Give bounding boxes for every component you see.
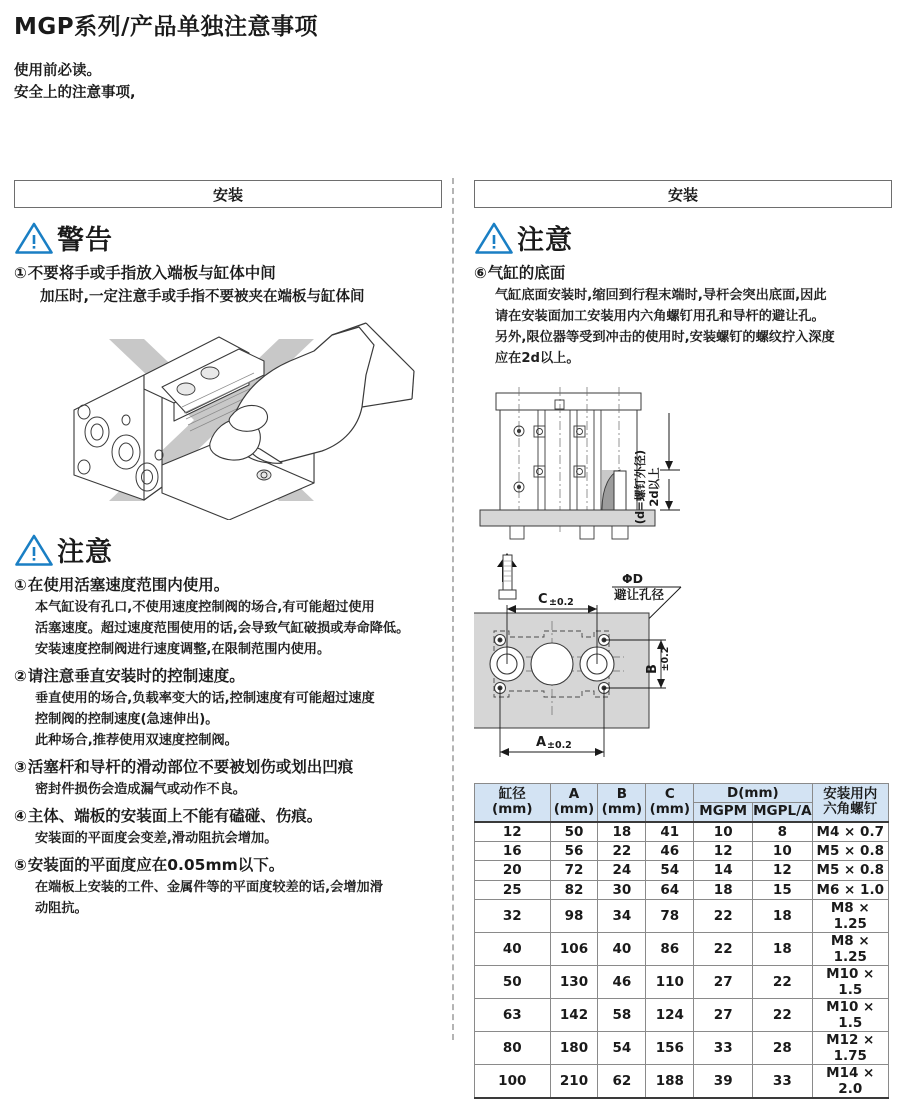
- cell-b: 54: [598, 1032, 646, 1065]
- cell-a: 98: [550, 900, 598, 933]
- cell-bore: 40: [475, 933, 551, 966]
- cell-d_mgpla: 15: [753, 880, 812, 900]
- header-bore: [475, 784, 551, 822]
- cell-screw: M8 × 1.25: [812, 900, 888, 933]
- cell-d_mgpm: 27: [694, 966, 753, 999]
- caution-item-5-main: [14, 853, 442, 877]
- cell-screw: M14 × 2.0: [812, 1065, 888, 1099]
- cell-a: 180: [550, 1032, 598, 1065]
- caution-item-6-title: 气缸的底面: [487, 264, 566, 282]
- table-body: [475, 822, 889, 1099]
- table-row: [475, 900, 889, 933]
- table-row: [475, 1065, 889, 1099]
- cell-b: 30: [598, 880, 646, 900]
- dim-a-label: A: [536, 735, 547, 750]
- cell-a: 130: [550, 966, 598, 999]
- caution-item-1-title: 在使用活塞速度范围内使用。: [27, 576, 230, 594]
- cell-b: 58: [598, 999, 646, 1032]
- caution-item-3-number: ③: [14, 758, 27, 776]
- caution-item-6-detail-line-3: 另外,限位器等受到冲击的使用时,安装螺钉的螺纹拧入深度: [495, 330, 835, 345]
- cell-d_mgpm: 12: [694, 841, 753, 861]
- caution-item-3-main: [14, 755, 442, 779]
- dim-b-tolerance: ±0.2: [660, 646, 671, 672]
- cell-a: 106: [550, 933, 598, 966]
- caution-item-4-title: 主体、端板的安装面上不能有磕碰、伤痕。: [27, 807, 323, 825]
- caution-item-6-detail-line-4: 应在2d以上。: [495, 351, 580, 366]
- caution-item-6: [474, 261, 892, 369]
- left-section-header: [14, 180, 442, 208]
- caution-item-1-detail-line-2: 活塞速度。超过速度范围使用的话,会导致气缸破损或寿命降低。: [35, 621, 410, 636]
- header-d-mgpm: MGPM: [694, 803, 753, 822]
- hand-cylinder-prohibition-illustration: [14, 315, 434, 520]
- caution-triangle-icon: [474, 221, 514, 255]
- caution-item-4-detail: [35, 828, 442, 849]
- depth-label-line-1: 2d以上: [647, 467, 661, 507]
- cell-b: 22: [598, 841, 646, 861]
- cell-b: 24: [598, 861, 646, 881]
- cell-d_mgpla: 8: [753, 822, 812, 842]
- caution-item-2-detail: [35, 688, 442, 751]
- cell-screw: M5 × 0.8: [812, 861, 888, 881]
- cell-d_mgpm: 22: [694, 933, 753, 966]
- cell-d_mgpm: 14: [694, 861, 753, 881]
- depth-label-line-2: (d=螺钉外径): [633, 449, 647, 525]
- caution-item-4-number: ④: [14, 807, 27, 825]
- caution-item-5-detail: [35, 877, 442, 919]
- table-header: [475, 784, 889, 822]
- cell-d_mgpla: 28: [753, 1032, 812, 1065]
- header-c: [646, 784, 694, 822]
- header-c-line-2: (mm): [649, 801, 691, 818]
- hole-dia-label-line-1: ΦD: [622, 571, 644, 586]
- caution-item-5-detail-line-1: 在端板上安装的工件、金属件等的平面度较差的话,会增加滑: [35, 880, 383, 895]
- cell-bore: 32: [475, 900, 551, 933]
- dim-b-label: B: [645, 664, 660, 674]
- caution-item-5: [14, 853, 442, 919]
- cell-b: 18: [598, 822, 646, 842]
- caution-item-2-title: 请注意垂直安装时的控制速度。: [27, 667, 245, 685]
- left-caution-label: 注意: [57, 537, 113, 568]
- caution-item-2-main: [14, 664, 442, 688]
- cell-screw: M6 × 1.0: [812, 880, 888, 900]
- table-row: [475, 880, 889, 900]
- right-caution-heading: [474, 218, 892, 257]
- warning-item-1-number: ①: [14, 264, 27, 282]
- caution-item-1-detail-line-3: 安装速度控制阀进行速度调整,在限制范围内使用。: [35, 642, 331, 657]
- cell-d_mgpm: 27: [694, 999, 753, 1032]
- cell-c: 188: [646, 1065, 694, 1099]
- cell-bore: 100: [475, 1065, 551, 1099]
- cell-c: 41: [646, 822, 694, 842]
- cell-a: 72: [550, 861, 598, 881]
- warning-heading: [14, 218, 442, 257]
- header-bore-line-1: 缸径: [498, 786, 526, 803]
- page-title: MGP系列/产品单独注意事项: [14, 14, 319, 40]
- dim-a-tolerance: ±0.2: [547, 740, 572, 751]
- cell-d_mgpm: 22: [694, 900, 753, 933]
- cell-d_mgpla: 22: [753, 966, 812, 999]
- cell-b: 40: [598, 933, 646, 966]
- cell-d_mgpm: 10: [694, 822, 753, 842]
- caution-triangle-icon: [14, 533, 54, 567]
- caution-item-6-detail: [495, 285, 892, 369]
- caution-item-2: [14, 664, 442, 751]
- caution-item-2-detail-line-1: 垂直使用的场合,负载率变大的话,控制速度有可能超过速度: [35, 691, 375, 706]
- header-screw: [812, 784, 888, 822]
- caution-item-3: [14, 755, 442, 800]
- left-column: [14, 180, 442, 919]
- header-c-line-1: C: [664, 786, 675, 803]
- header-screw-line-1: 安装用内: [823, 786, 878, 803]
- right-caution-label: 注意: [517, 225, 573, 256]
- cell-d_mgpla: 33: [753, 1065, 812, 1099]
- caution-item-5-title: 安装面的平面度应在0.05mm以下。: [27, 856, 285, 874]
- cell-screw: M10 × 1.5: [812, 966, 888, 999]
- warning-item-1: [14, 261, 442, 309]
- mounting-dimension-drawing: [474, 375, 889, 775]
- cell-a: 142: [550, 999, 598, 1032]
- caution-item-2-detail-line-2: 控制阀的控制速度(急速伸出)。: [35, 712, 219, 727]
- caution-item-4: [14, 804, 442, 849]
- cell-bore: 63: [475, 999, 551, 1032]
- table-header-row-1: [475, 784, 889, 803]
- right-section-header-label: 安装: [667, 185, 698, 204]
- table-row: [475, 841, 889, 861]
- cell-d_mgpla: 18: [753, 933, 812, 966]
- intro-line-1: 使用前必读。: [14, 63, 101, 79]
- caution-item-6-detail-line-1: 气缸底面安装时,缩回到行程末端时,导杆会突出底面,因此: [495, 288, 827, 303]
- header-a-line-2: (mm): [553, 801, 595, 818]
- table-row: [475, 861, 889, 881]
- caution-item-6-number: ⑥: [474, 264, 487, 282]
- caution-item-1-detail-line-1: 本气缸设有孔口,不使用速度控制阀的场合,有可能超过使用: [35, 600, 375, 615]
- dim-c-tolerance: ±0.2: [549, 597, 574, 608]
- cell-c: 54: [646, 861, 694, 881]
- caution-item-4-main: [14, 804, 442, 828]
- cell-bore: 80: [475, 1032, 551, 1065]
- caution-item-1-main: [14, 573, 442, 597]
- cell-a: 50: [550, 822, 598, 842]
- cell-c: 156: [646, 1032, 694, 1065]
- cell-screw: M10 × 1.5: [812, 999, 888, 1032]
- warning-item-1-detail-line-1: 加压时,一定注意手或手指不要被夹在端板与缸体间: [40, 289, 365, 305]
- intro-line-2: 安全上的注意事项,: [14, 85, 136, 101]
- left-section-header-label: 安装: [212, 185, 243, 204]
- header-d-mgpla: MGPL/A: [753, 803, 812, 822]
- cell-d_mgpla: 22: [753, 999, 812, 1032]
- right-column: [474, 180, 892, 1099]
- cell-screw: M4 × 0.7: [812, 822, 888, 842]
- cell-bore: 25: [475, 880, 551, 900]
- cell-b: 62: [598, 1065, 646, 1099]
- cell-d_mgpm: 18: [694, 880, 753, 900]
- cell-c: 86: [646, 933, 694, 966]
- intro-text: [14, 60, 136, 104]
- header-a: [550, 784, 598, 822]
- cell-d_mgpla: 12: [753, 861, 812, 881]
- table-row: [475, 822, 889, 842]
- warning-item-1-main: [14, 261, 442, 285]
- caution-item-3-title: 活塞杆和导杆的滑动部位不要被划伤或划出凹痕: [27, 758, 354, 776]
- caution-item-6-main: [474, 261, 892, 285]
- left-caution-heading: [14, 530, 442, 569]
- warning-label: 警告: [57, 225, 113, 256]
- table-row: [475, 999, 889, 1032]
- cell-b: 34: [598, 900, 646, 933]
- caution-item-1-number: ①: [14, 576, 27, 594]
- table-row: [475, 933, 889, 966]
- cell-bore: 50: [475, 966, 551, 999]
- header-b-line-1: B: [616, 786, 628, 803]
- cell-a: 56: [550, 841, 598, 861]
- cell-c: 78: [646, 900, 694, 933]
- cell-bore: 16: [475, 841, 551, 861]
- caution-item-1: [14, 573, 442, 660]
- cell-c: 110: [646, 966, 694, 999]
- header-b-line-2: (mm): [601, 801, 643, 818]
- caution-item-5-number: ⑤: [14, 856, 27, 874]
- cell-b: 46: [598, 966, 646, 999]
- cell-screw: M8 × 1.25: [812, 933, 888, 966]
- caution-item-3-detail: [35, 779, 442, 800]
- caution-item-4-detail-line-1: 安装面的平面度会变差,滑动阻抗会增加。: [35, 831, 278, 846]
- right-section-header: [474, 180, 892, 208]
- cell-d_mgpla: 10: [753, 841, 812, 861]
- cell-c: 124: [646, 999, 694, 1032]
- cell-d_mgpm: 39: [694, 1065, 753, 1099]
- dim-c-label: C: [538, 592, 548, 607]
- table-row: [475, 1032, 889, 1065]
- header-screw-line-2: 六角螺钉: [823, 801, 878, 818]
- header-a-line-1: A: [568, 786, 580, 803]
- caution-item-2-detail-line-3: 此种场合,推荐使用双速度控制阀。: [35, 733, 238, 748]
- header-d-group: D(mm): [694, 784, 812, 803]
- cell-a: 82: [550, 880, 598, 900]
- warning-item-1-detail: [40, 285, 442, 309]
- table-row: [475, 966, 889, 999]
- hole-dia-label-line-2: 避让孔径: [614, 587, 665, 602]
- cell-screw: M12 × 1.75: [812, 1032, 888, 1065]
- cell-c: 46: [646, 841, 694, 861]
- cell-bore: 20: [475, 861, 551, 881]
- column-divider: [452, 178, 454, 1040]
- header-bore-line-2: (mm): [492, 801, 533, 818]
- caution-item-6-detail-line-2: 请在安装面加工安装用内六角螺钉用孔和导杆的避让孔。: [495, 309, 825, 324]
- caution-item-2-number: ②: [14, 667, 27, 685]
- warning-item-1-title: 不要将手或手指放入端板与缸体中间: [27, 264, 276, 282]
- cell-d_mgpla: 18: [753, 900, 812, 933]
- caution-item-5-detail-line-2: 动阻抗。: [35, 901, 88, 916]
- caution-item-3-detail-line-1: 密封件损伤会造成漏气或动作不良。: [35, 782, 246, 797]
- cell-d_mgpm: 33: [694, 1032, 753, 1065]
- cell-bore: 12: [475, 822, 551, 842]
- header-b: [598, 784, 646, 822]
- caution-item-1-detail: [35, 597, 442, 660]
- cell-screw: M5 × 0.8: [812, 841, 888, 861]
- mounting-dimensions-table: [474, 783, 889, 1099]
- warning-triangle-icon: [14, 221, 54, 255]
- cell-a: 210: [550, 1065, 598, 1099]
- cell-c: 64: [646, 880, 694, 900]
